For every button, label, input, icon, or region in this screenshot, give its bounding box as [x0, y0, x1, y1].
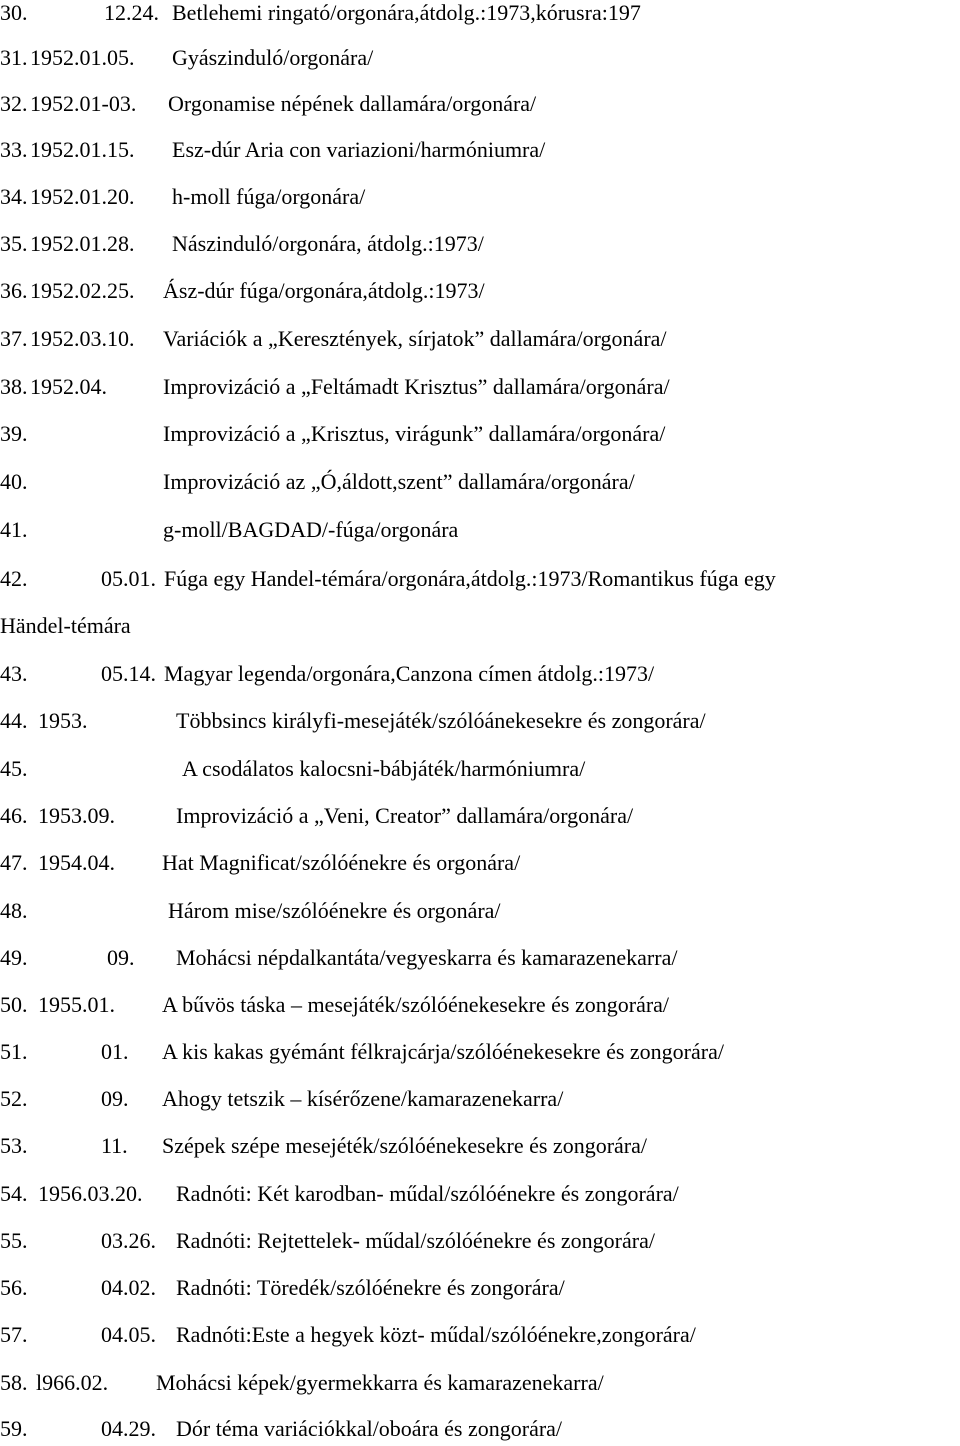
entry-date: 1952.01.15.	[30, 137, 135, 162]
entry-text: Radnóti: Rejtettelek- műdal/szólóénekre és zongorára/	[176, 1228, 655, 1253]
entry-text: Ahogy tetszik – kísérőzene/kamarazenekarra/	[162, 1086, 564, 1111]
entry-number: 30.	[0, 0, 28, 25]
entry-number: 58.	[0, 1370, 28, 1395]
entry-text: Fúga egy Handel-témára/orgonára,átdolg.:1973/Romantikus fúga egy	[164, 566, 776, 591]
entry-number: 39.	[0, 421, 28, 446]
entry-number: 32.	[0, 91, 28, 116]
entry-number: 47.	[0, 850, 28, 875]
entry-number: 45.	[0, 756, 28, 781]
entry-date: 04.05.	[101, 1322, 156, 1347]
entry-number: 50.	[0, 992, 28, 1017]
entry-text: A csodálatos kalocsni-bábjáték/harmóniumra/	[182, 756, 586, 781]
entry-text: Improvizáció a „Veni, Creator” dallamára/orgonára/	[176, 803, 634, 828]
entry-text: Radnóti: Két karodban- műdal/szólóénekre és zongorára/	[176, 1181, 679, 1206]
entry-text: Radnóti: Töredék/szólóénekre és zongorára/	[176, 1275, 565, 1300]
entry-date: 1955.01.	[38, 992, 115, 1017]
entry-date: 04.02.	[101, 1275, 156, 1300]
entry-text-continuation: Händel-témára	[0, 613, 131, 638]
entry-text: Improvizáció a „Krisztus, virágunk” dallamára/orgonára/	[163, 421, 666, 446]
entry-number: 59.	[0, 1416, 28, 1441]
entry-text: Három mise/szólóénekre és orgonára/	[168, 898, 501, 923]
entry-number: 43.	[0, 661, 28, 686]
entry-text: Mohácsi népdalkantáta/vegyeskarra és kamarazenekarra/	[176, 945, 678, 970]
entry-date: 04.29.	[101, 1416, 156, 1441]
entry-date: 05.01.	[101, 566, 156, 591]
entry-date: 1956.03.20.	[38, 1181, 143, 1206]
entry-text: Betlehemi ringató/orgonára,átdolg.:1973,kórusra:197	[172, 0, 641, 25]
entry-date: 05.14.	[101, 661, 156, 686]
entry-number: 51.	[0, 1039, 28, 1064]
entry-date: 09.	[101, 1086, 129, 1111]
entry-number: 56.	[0, 1275, 28, 1300]
entry-number: 57.	[0, 1322, 28, 1347]
entry-date: 12.24.	[104, 0, 159, 25]
entry-number: 33.	[0, 137, 28, 162]
entry-date: 1953.	[38, 708, 88, 733]
entry-date: 1952.01.20.	[30, 184, 135, 209]
entry-text: Improvizáció a „Feltámadt Krisztus” dallamára/orgonára/	[163, 374, 670, 399]
entry-date: 01.	[101, 1039, 129, 1064]
entry-text: Hat Magnificat/szólóénekre és orgonára/	[162, 850, 521, 875]
entry-number: 34.	[0, 184, 28, 209]
entry-number: 49.	[0, 945, 28, 970]
entry-text: Improvizáció az „Ó,áldott,szent” dallamára/orgonára/	[163, 469, 635, 494]
entry-date: 1952.01.05.	[30, 45, 135, 70]
entry-number: 42.	[0, 566, 28, 591]
entry-text: Orgonamise népének dallamára/orgonára/	[168, 91, 537, 116]
entry-text: Radnóti:Este a hegyek közt- műdal/szólóénekre,zongorára/	[176, 1322, 696, 1347]
entry-number: 52.	[0, 1086, 28, 1111]
entry-number: 35.	[0, 231, 28, 256]
entry-text: A bűvös táska – mesejáték/szólóénekesekre és zongorára/	[162, 992, 670, 1017]
entry-number: 37.	[0, 326, 28, 351]
entry-text: h-moll fúga/orgonára/	[172, 184, 366, 209]
entry-date: 1952.01-03.	[30, 91, 137, 116]
entry-text: Magyar legenda/orgonára,Canzona címen átdolg.:1973/	[164, 661, 655, 686]
entry-date: 1952.04.	[30, 374, 107, 399]
entry-text: Mohácsi képek/gyermekkarra és kamarazenekarra/	[156, 1370, 604, 1395]
entry-number: 38.	[0, 374, 28, 399]
entry-date: l966.02.	[36, 1370, 109, 1395]
entry-number: 46.	[0, 803, 28, 828]
entry-number: 36.	[0, 278, 28, 303]
entry-text: Dór téma variációkkal/oboára és zongorára/	[176, 1416, 563, 1441]
entry-number: 40.	[0, 469, 28, 494]
entry-date: 09.	[107, 945, 135, 970]
entry-text: Nászinduló/orgonára, átdolg.:1973/	[172, 231, 484, 256]
entry-number: 31.	[0, 45, 28, 70]
entry-number: 55.	[0, 1228, 28, 1253]
entry-text: Gyászinduló/orgonára/	[172, 45, 374, 70]
entry-date: 11.	[101, 1133, 128, 1158]
entry-date: 1952.03.10.	[30, 326, 135, 351]
entry-text: Variációk a „Keresztények, sírjatok” dallamára/orgonára/	[163, 326, 667, 351]
entry-text: A kis kakas gyémánt félkrajcárja/szólóénekesekre és zongorára/	[162, 1039, 724, 1064]
entry-date: 1954.04.	[38, 850, 115, 875]
entry-date: 1953.09.	[38, 803, 115, 828]
entry-number: 48.	[0, 898, 28, 923]
entry-text: Esz-dúr Aria con variazioni/harmóniumra/	[172, 137, 546, 162]
entry-date: 1952.01.28.	[30, 231, 135, 256]
entry-text: Többsincs királyfi-mesejáték/szólóánekesekre és zongorára/	[176, 708, 706, 733]
entry-number: 53.	[0, 1133, 28, 1158]
entry-number: 44.	[0, 708, 28, 733]
entry-date: 1952.02.25.	[30, 278, 135, 303]
entry-text: Ász-dúr fúga/orgonára,átdolg.:1973/	[163, 278, 485, 303]
entry-text: g-moll/BAGDAD/-fúga/orgonára	[163, 517, 459, 542]
entry-text: Szépek szépe mesejéték/szólóénekesekre és zongorára/	[162, 1133, 647, 1158]
entry-number: 54.	[0, 1181, 28, 1206]
entry-date: 03.26.	[101, 1228, 156, 1253]
entry-number: 41.	[0, 517, 28, 542]
